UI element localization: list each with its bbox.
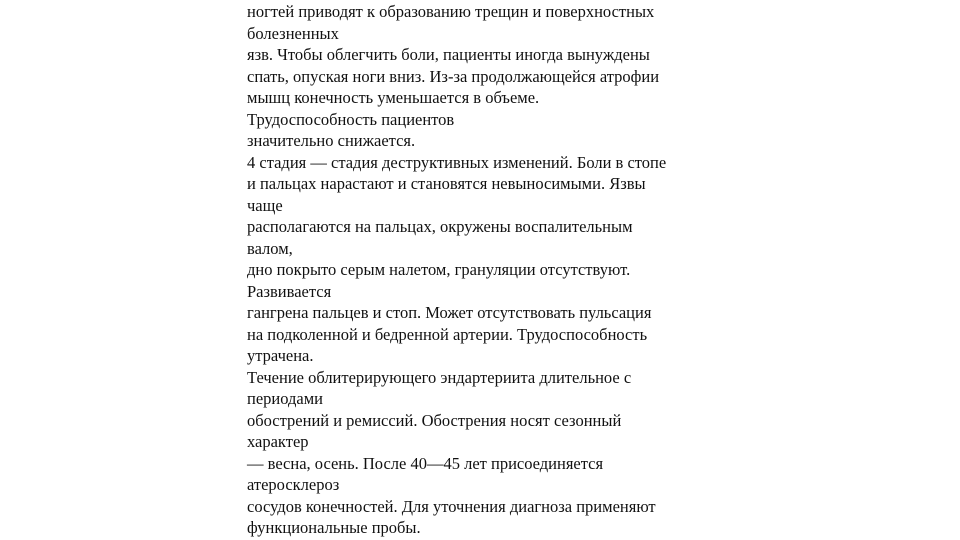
- text-line: спать, опуская ноги вниз. Из-за продолжающейся атрофии: [247, 66, 660, 86]
- text-line: язв. Чтобы облегчить боли, пациенты иногда вынуждены: [247, 45, 650, 64]
- text-line: утрачена.: [247, 346, 314, 365]
- text-line: сосудов конечностей. Для уточнения диагноза применяют: [247, 496, 656, 516]
- text-line: Развивается: [247, 281, 332, 301]
- text-line: Трудоспособность пациентов: [247, 109, 455, 129]
- text-line: функциональные пробы.: [247, 518, 421, 537]
- text-line: — весна, осень. После 40—45 лет присоединяется: [247, 453, 604, 473]
- text-line: значительно снижается.: [247, 131, 416, 150]
- text-line: на подколенной и бедренной артерии. Трудоспособность: [247, 324, 648, 344]
- text-line: Течение облитерирующего эндартериита длительное с: [247, 367, 632, 387]
- text-line: 4 стадия — стадия деструктивных изменений. Боли в стопе: [247, 152, 667, 172]
- text-line: гангрена пальцев и стоп. Может отсутствовать пульсация: [247, 303, 652, 322]
- text-line: атеросклероз: [247, 475, 340, 494]
- text-line: характер: [247, 432, 309, 451]
- text-line: мышц конечность уменьшается в объеме.: [247, 88, 540, 107]
- text-line: обострений и ремиссий. Обострения носят сезонный: [247, 410, 622, 430]
- text-line: ногтей приводят к образованию трещин и поверхностных: [247, 2, 655, 21]
- text-line: чаще: [247, 195, 283, 215]
- text-line: располагаются на пальцах, окружены воспалительным: [247, 217, 633, 236]
- text-line: валом,: [247, 238, 293, 258]
- body-text: [247, 1, 727, 539]
- text-line: и пальцах нарастают и становятся невыносимыми. Язвы: [247, 174, 646, 193]
- text-line: дно покрыто серым налетом, грануляции отсутствуют.: [247, 260, 631, 279]
- text-line: болезненных: [247, 23, 339, 43]
- text-line: периодами: [247, 389, 323, 408]
